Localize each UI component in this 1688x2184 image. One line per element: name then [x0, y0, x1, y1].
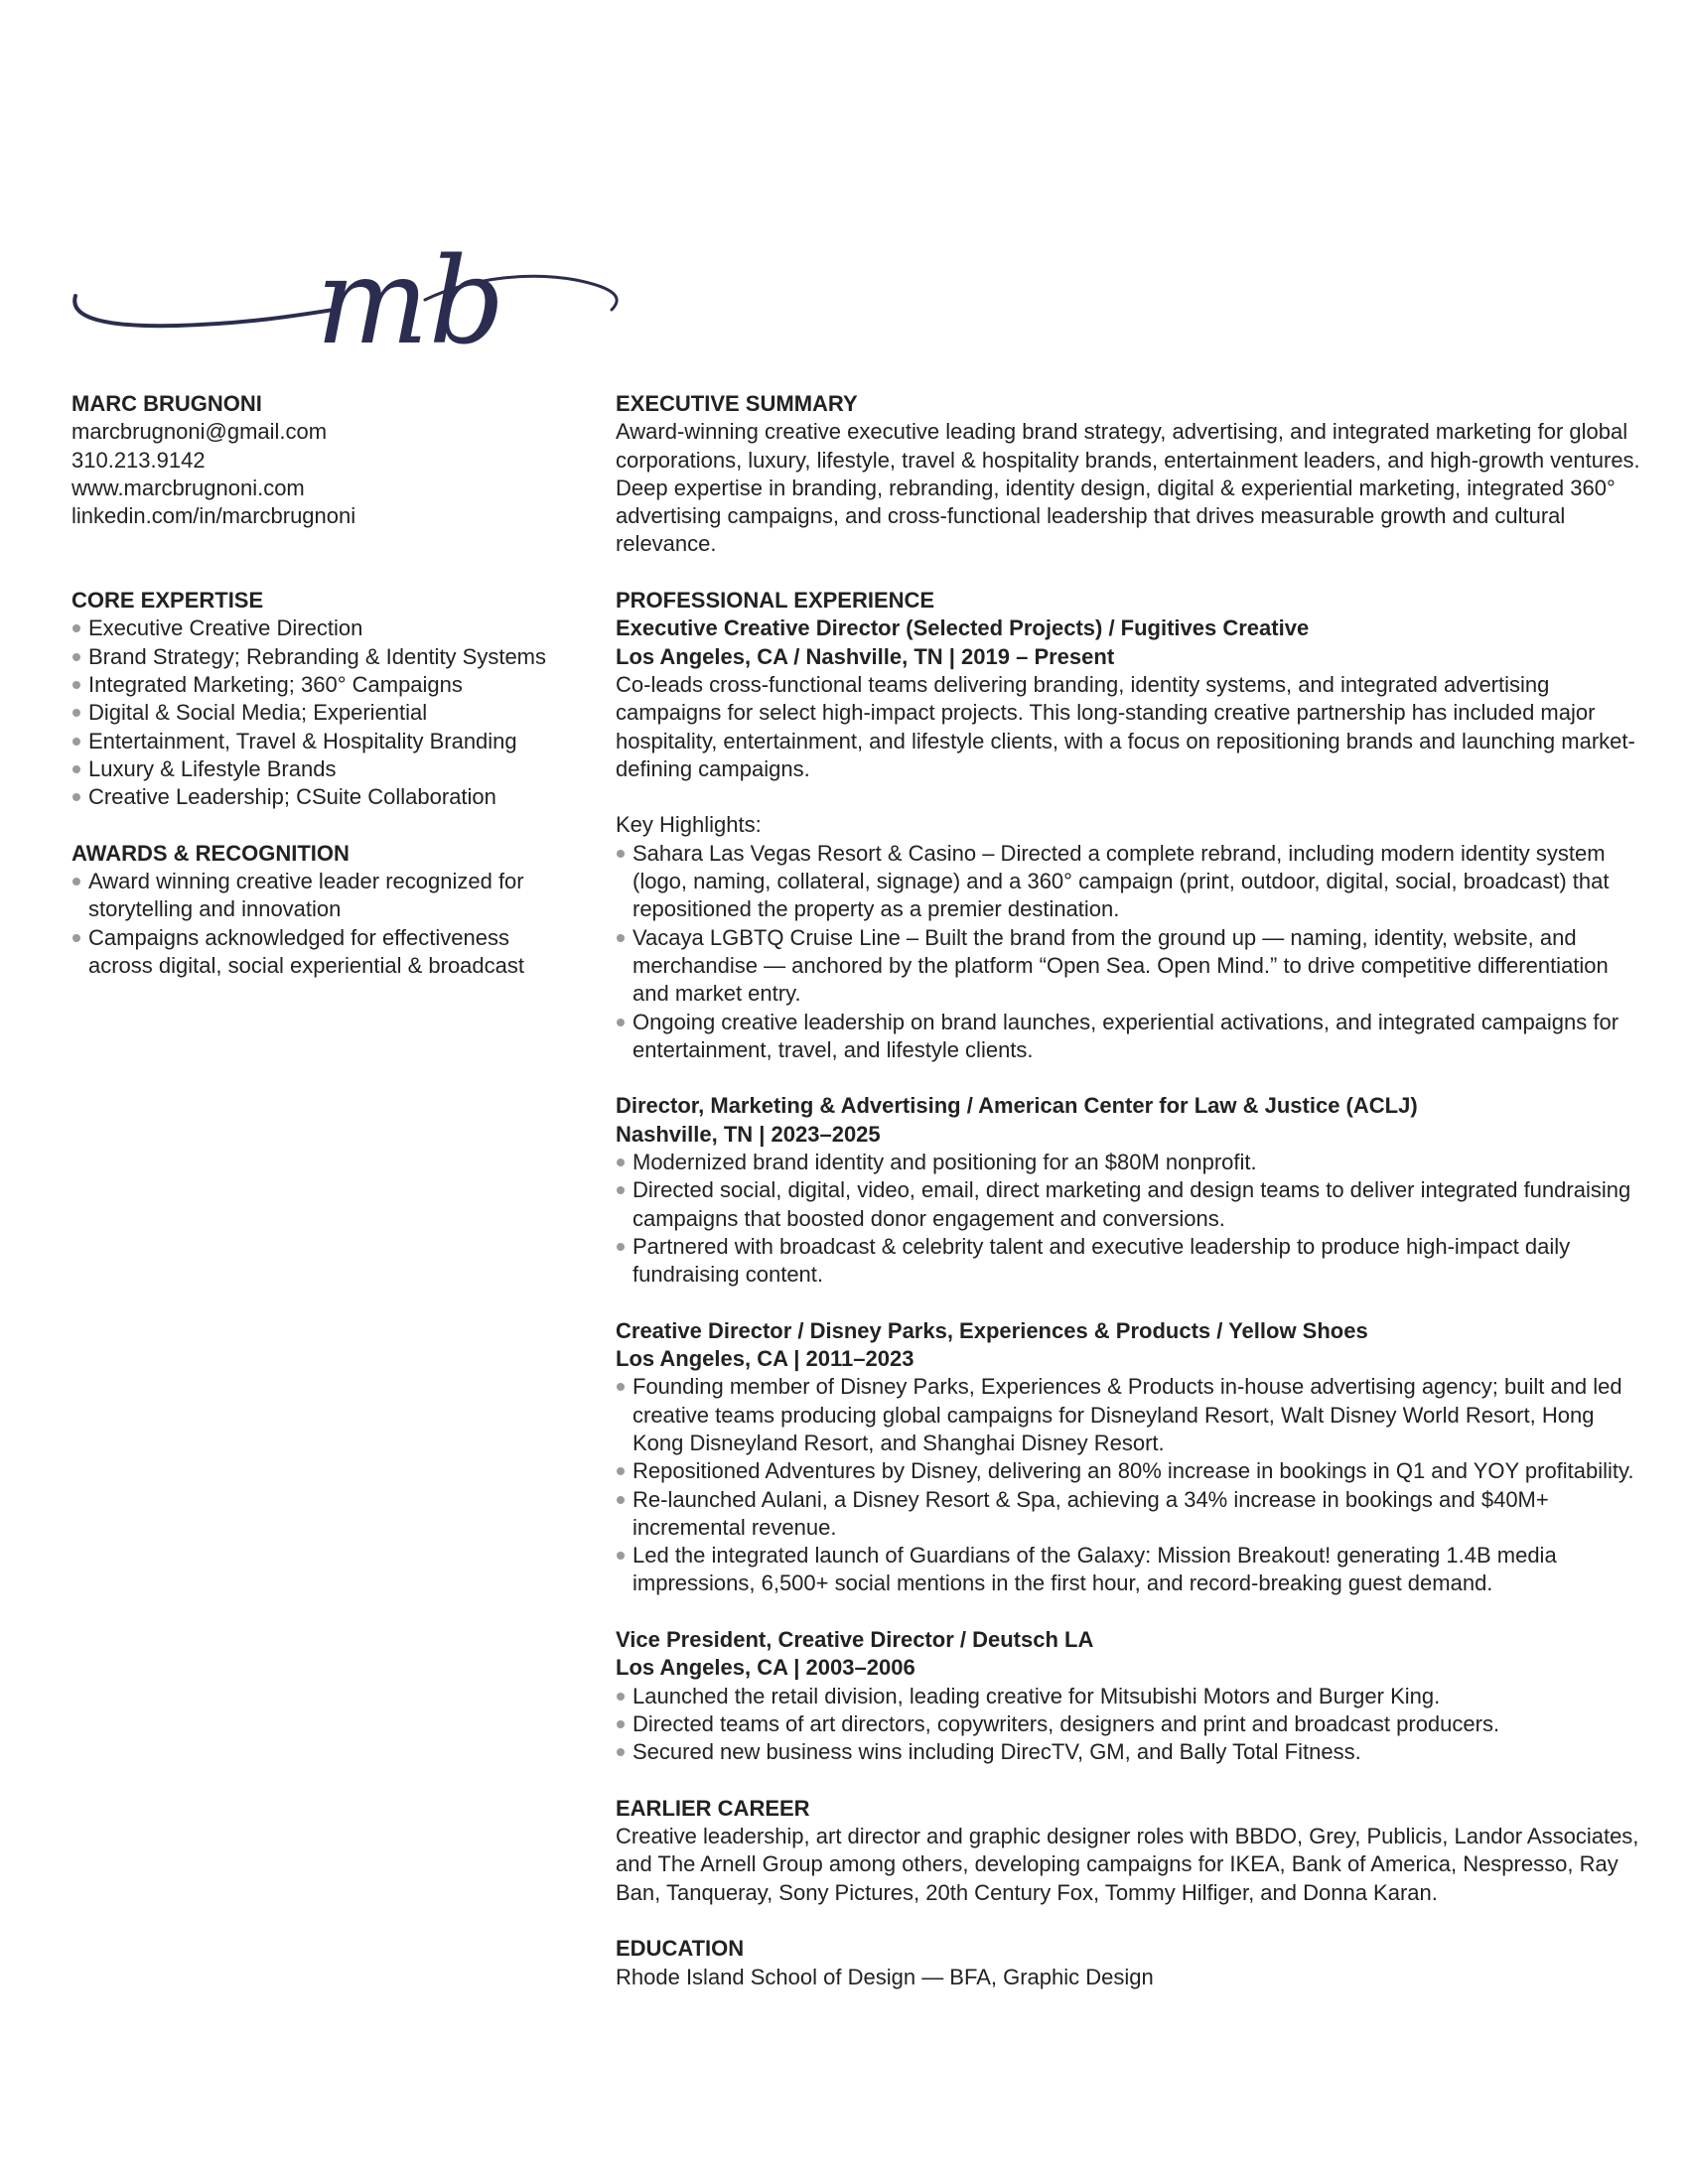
job-entry [616, 1092, 1648, 1289]
job-title: Vice President, Creative Director / Deutsch LA [616, 1627, 1094, 1653]
awards-list [71, 868, 568, 980]
left-column [71, 390, 588, 980]
list-item: Re-launched Aulani, a Disney Resort & Spa, achieving a 34% increase in bookings and $40M+ incremental revenue. [616, 1486, 1648, 1543]
list-item: Entertainment, Travel & Hospitality Branding [71, 728, 588, 755]
job-title: Creative Director / Disney Parks, Experiences & Products / Yellow Shoes [616, 1317, 1368, 1343]
monogram-swash [74, 296, 334, 326]
job-entry [616, 1626, 1648, 1766]
list-item: Directed social, digital, video, email, direct marketing and design teams to deliver integrated fundraising campaigns that boosted donor engagement and conversions. [616, 1176, 1648, 1233]
candidate-name: MARC BRUGNONI [71, 391, 262, 416]
list-item: Launched the retail division, leading creative for Mitsubishi Motors and Burger King. [616, 1683, 1648, 1710]
job-entry [616, 614, 1648, 1064]
summary-heading: EXECUTIVE SUMMARY [616, 391, 858, 416]
job-location: Nashville, TN | 2023–2025 [616, 1121, 881, 1147]
list-item: Repositioned Adventures by Disney, delivering an 80% increase in bookings in Q1 and YOY profitability. [616, 1457, 1648, 1485]
earlier-career-heading: EARLIER CAREER [616, 1795, 810, 1821]
awards-heading: AWARDS & RECOGNITION [71, 840, 350, 866]
job-location: Los Angeles, CA | 2003–2006 [616, 1655, 915, 1681]
right-column [616, 390, 1648, 1991]
list-item: Brand Strategy; Rebranding & Identity Systems [71, 643, 588, 671]
contact-phone[interactable]: 310.213.9142 [71, 447, 206, 473]
list-item: Integrated Marketing; 360° Campaigns [71, 671, 588, 699]
job-bullets [616, 1149, 1648, 1289]
list-item: Directed teams of art directors, copywriters, designers and print and broadcast producers. [616, 1710, 1648, 1738]
job-location: Los Angeles, CA / Nashville, TN | 2019 – Present [616, 643, 1115, 669]
education-heading: EDUCATION [616, 1936, 745, 1962]
contact-email[interactable]: marcbrugnoni@gmail.com [71, 419, 328, 445]
job-location: Los Angeles, CA | 2011–2023 [616, 1346, 914, 1372]
job-bullets [616, 840, 1648, 1064]
core-expertise-heading: CORE EXPERTISE [71, 588, 264, 614]
job-title: Director, Marketing & Advertising / American Center for Law & Justice (ACLJ) [616, 1093, 1418, 1119]
education-text: Rhode Island School of Design — BFA, Graphic Design [616, 1964, 1154, 1989]
list-item: Modernized brand identity and positioning for an $80M nonprofit. [616, 1149, 1648, 1176]
monogram-letters: mb [316, 233, 505, 367]
list-item: Creative Leadership; CSuite Collaboration [71, 783, 588, 811]
list-item: Sahara Las Vegas Resort & Casino – Directed a complete rebrand, including modern identity system (logo, naming, collateral, signage) and a 360° campaign (print, outdoor, digital, social, broadcast) that repositioned the property as a premier destination. [616, 840, 1648, 924]
job-entry [616, 1317, 1648, 1598]
contact-linkedin[interactable]: linkedin.com/in/marcbrugnoni [71, 503, 356, 529]
job-bullets [616, 1373, 1648, 1597]
summary-text: Award-winning creative executive leading brand strategy, advertising, and integrated marketing for global corporations, luxury, lifestyle, travel & hospitality brands, entertainment leaders, and high-growth ventures. Deep expertise in branding, rebranding, identity design, digital & experiential marketing, integrated 360° advertising campaigns, and cross-functional leadership that drives measurable growth and cultural relevance. [616, 419, 1640, 557]
job-bullets [616, 1683, 1648, 1767]
job-description: Co-leads cross-functional teams delivering branding, identity systems, and integrated advertising campaigns for select high-impact projects. This long-standing creative partnership has included major hospitality, entertainment, and lifestyle clients, with a focus on repositioning brands and launching market-defining campaigns. [616, 671, 1635, 781]
list-item: Digital & Social Media; Experiential [71, 699, 588, 727]
list-item: Vacaya LGBTQ Cruise Line – Built the brand from the ground up — naming, identity, website, and merchandise — anchored by the platform “Open Sea. Open Mind.” to drive competitive differentiation and market entry. [616, 924, 1648, 1009]
experience-heading: PROFESSIONAL EXPERIENCE [616, 588, 935, 614]
earlier-career-text: Creative leadership, art director and graphic designer roles with BBDO, Grey, Publicis, Landor Associates, and The Arnell Group among others, developing campaigns for IKEA, Bank of America, Nespresso, Ray Ban, Tanqueray, Sony Pictures, 20th Century Fox, Tommy Hilfiger, and Donna Karan. [616, 1824, 1639, 1905]
job-title: Executive Creative Director (Selected Projects) / Fugitives Creative [616, 615, 1310, 641]
list-item: Luxury & Lifestyle Brands [71, 755, 588, 783]
contact-website[interactable]: www.marcbrugnoni.com [71, 475, 305, 500]
mb-monogram-logo [68, 218, 624, 367]
core-expertise-list [71, 614, 588, 811]
list-item: Led the integrated launch of Guardians of the Galaxy: Mission Breakout! generating 1.4B media impressions, 6,500+ social mentions in the first hour, and record-breaking guest demand. [616, 1542, 1648, 1598]
list-item: Campaigns acknowledged for effectiveness across digital, social experiential & broadcast [71, 924, 568, 981]
list-item: Ongoing creative leadership on brand launches, experiential activations, and integrated campaigns for entertainment, travel, and lifestyle clients. [616, 1009, 1648, 1065]
list-item: Founding member of Disney Parks, Experiences & Products in-house advertising agency; built and led creative teams producing global campaigns for Disneyland Resort, Walt Disney World Resort, Hong Kong Disneyland Resort, and Shanghai Disney Resort. [616, 1373, 1648, 1457]
list-item: Executive Creative Direction [71, 614, 588, 642]
list-item: Award winning creative leader recognized for storytelling and innovation [71, 868, 568, 924]
key-highlights-label: Key Highlights: [616, 812, 762, 838]
list-item: Secured new business wins including DirecTV, GM, and Bally Total Fitness. [616, 1738, 1648, 1766]
list-item: Partnered with broadcast & celebrity talent and executive leadership to produce high-impact daily fundraising content. [616, 1233, 1648, 1290]
